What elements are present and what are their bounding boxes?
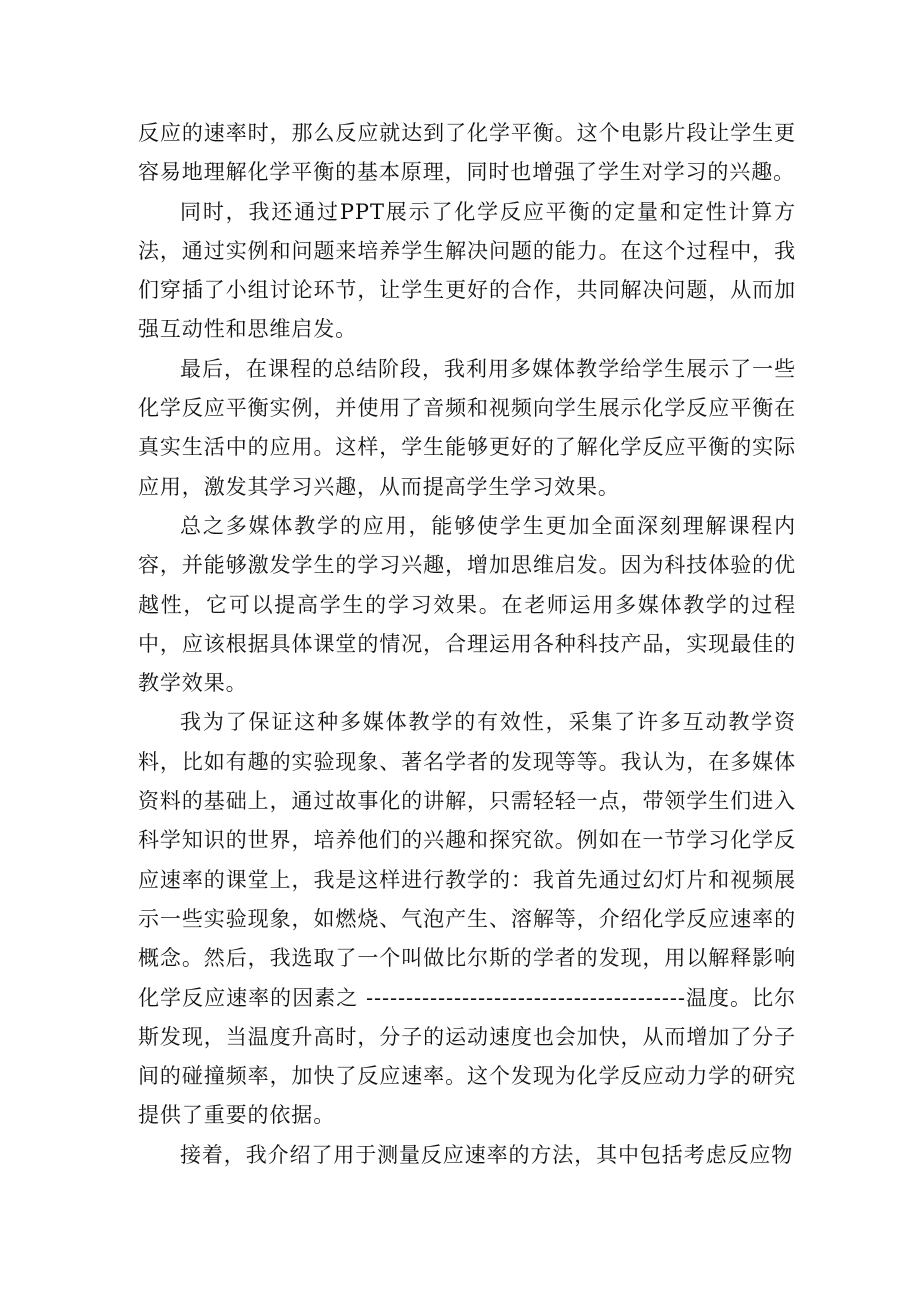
paragraph-6: 接着，我介绍了用于测量反应速率的方法，其中包括考虑反应物 [180, 1142, 794, 1167]
paragraph-5: 我为了保证这种多媒体教学的有效性，采集了许多互动教学资料，比如有趣的实验现象、著名学者的发现等等。我认为，在多媒体资料的基础上，通过故事化的讲解，只需轻轻一点，带领学生们进入科学知识的世界，培养他们的兴趣和探究欲。例如在一节学习化学反应速率的课堂上，我是这样进行教学的：我首先通过幻灯片和视频展示一些实验现象，如燃烧、气泡产生、溶解等，介绍化学反应速率的概念。然后，我选取了一个叫做比尔斯的学者的发现，用以解释影响化学反应速率的因素之 ----------------------------------------温度。比尔斯发现，当温度升高时，分子的运动速度也会加快，从而增加了分子间的碰撞频率，加快了反应速率。这个发现为化学反应动力学的研究提供了重要的依据。 [138, 710, 796, 1128]
paragraph-2: 同时，我还通过PPT展示了化学反应平衡的定量和定性计算方法，通过实例和问题来培养学生解决问题的能力。在这个过程中，我们穿插了小组讨论环节，让学生更好的合作，共同解决问题，从而加强互动性和思维启发。 [138, 199, 796, 342]
document-body [138, 114, 796, 1175]
paragraph-4: 总之多媒体教学的应用，能够使学生更加全面深刻理解课程内容，并能够激发学生的学习兴趣，增加思维启发。因为科技体验的优越性，它可以提高学生的学习效果。在老师运用多媒体教学的过程中，应该根据具体课堂的情况，合理运用各种科技产品，实现最佳的教学效果。 [138, 513, 796, 696]
paragraph-1: 反应的速率时，那么反应就达到了化学平衡。这个电影片段让学生更容易地理解化学平衡的基本原理，同时也增强了学生对学习的兴趣。 [138, 121, 796, 185]
paragraph-3: 最后，在课程的总结阶段，我利用多媒体教学给学生展示了一些化学反应平衡实例，并使用了音频和视频向学生展示化学反应平衡在真实生活中的应用。这样，学生能够更好的了解化学反应平衡的实际应用，激发其学习兴趣，从而提高学生学习效果。 [138, 356, 796, 499]
